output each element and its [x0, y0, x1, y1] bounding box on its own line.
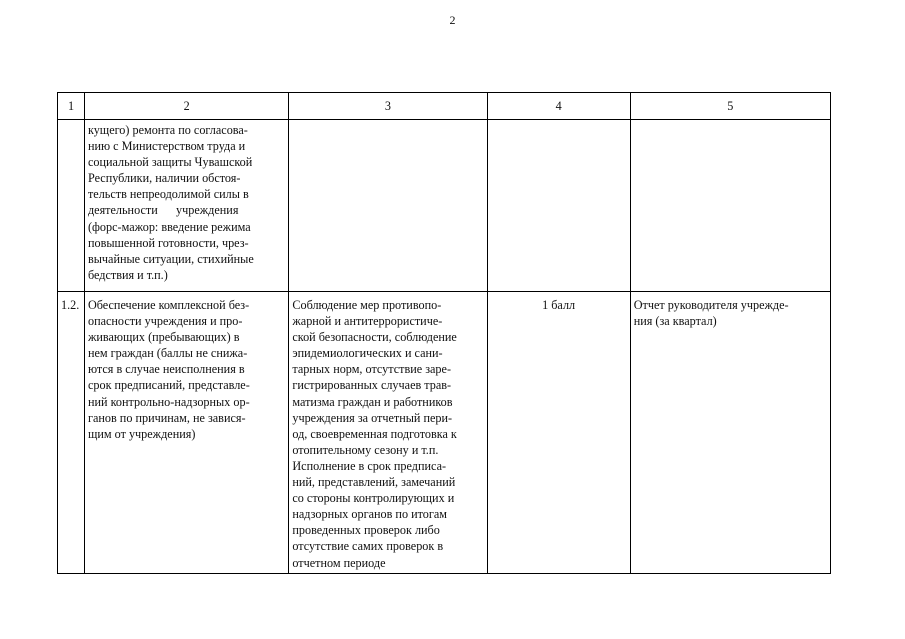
- text-line: опасности учреждения и про-: [87, 314, 243, 329]
- text-line: матизма граждан и работников: [292, 394, 453, 409]
- row-number-cell: [58, 120, 85, 292]
- text-line: ганов по причинам, не завися-: [87, 410, 246, 425]
- indicator-cell: [289, 120, 487, 292]
- row-number-cell: 1.2.: [58, 292, 85, 574]
- text-line: отсутствие самих проверок в: [292, 539, 444, 554]
- text-line: ний, представлений, замечаний: [292, 475, 456, 490]
- text-line: кущего) ремонта по согласова-: [87, 123, 248, 137]
- text-line: тарных норм, отсутствие заре-: [292, 362, 451, 377]
- text-line: (форс-мажор: введение режима: [87, 219, 251, 234]
- table-header-row: [58, 93, 831, 120]
- text-line: эпидемиологических и сани-: [292, 346, 443, 361]
- text-line: Обеспечение комплексной без-: [87, 298, 250, 312]
- text-line: срок предписаний, представле-: [87, 378, 250, 393]
- text-line: повышенной готовности, чрез-: [87, 235, 249, 250]
- criterion-cell: [84, 120, 288, 292]
- text-line: бедствия и т.п.): [87, 267, 168, 282]
- source-cell: [630, 292, 830, 574]
- text-line: нию с Министерством труда и: [87, 139, 246, 154]
- indicator-cell: [289, 292, 487, 574]
- text-line: отчетном периоде: [292, 555, 386, 570]
- text-line: од, своевременная подготовка к: [292, 426, 457, 441]
- text-line: гистрированных случаев трав-: [292, 378, 452, 393]
- header-cell: 3: [289, 93, 487, 120]
- text-line: учреждения за отчетный пери-: [292, 410, 453, 425]
- text-line: живающих (пребывающих) в: [87, 330, 240, 345]
- page-number: 2: [449, 13, 456, 27]
- text-line: деятельности учреждения: [87, 203, 239, 218]
- text-line: щим от учреждения): [87, 426, 196, 441]
- text-line: Республики, наличии обстоя-: [87, 171, 241, 186]
- text-line: вычайные ситуации, стихийные: [87, 251, 254, 266]
- header-cell: 2: [84, 93, 288, 120]
- header-cell: 4: [487, 93, 630, 120]
- header-cell: 5: [630, 93, 830, 120]
- text-line: нем граждан (баллы не снижа-: [87, 346, 248, 361]
- text-line: ской безопасности, соблюдение: [292, 330, 457, 345]
- table-row: [58, 292, 831, 574]
- text-line: Отчет руководителя учрежде-: [633, 298, 789, 312]
- text-line: проведенных проверок либо: [292, 523, 440, 538]
- text-line: ются в случае неисполнения в: [87, 362, 245, 377]
- table-row: [58, 120, 831, 292]
- text-line: со стороны контролирующих и: [292, 491, 455, 506]
- text-line: жарной и антитеррористиче-: [292, 314, 443, 329]
- header-cell: 1: [58, 93, 85, 120]
- text-line: надзорных органов по итогам: [292, 507, 448, 522]
- text-line: тельств непреодолимой силы в: [87, 187, 249, 202]
- text-line: Соблюдение мер противопо-: [292, 298, 442, 312]
- score-cell: 1 балл: [487, 292, 630, 574]
- criteria-table: [57, 92, 831, 574]
- text-line: отопительному сезону и т.п.: [292, 442, 439, 457]
- score-cell: [487, 120, 630, 292]
- text-line: Исполнение в срок предписа-: [292, 458, 447, 473]
- text-line: ний контрольно-надзорных ор-: [87, 394, 250, 409]
- text-line: ния (за квартал): [633, 314, 717, 329]
- source-cell: [630, 120, 830, 292]
- criterion-cell: [84, 292, 288, 574]
- text-line: социальной защиты Чувашской: [87, 155, 253, 170]
